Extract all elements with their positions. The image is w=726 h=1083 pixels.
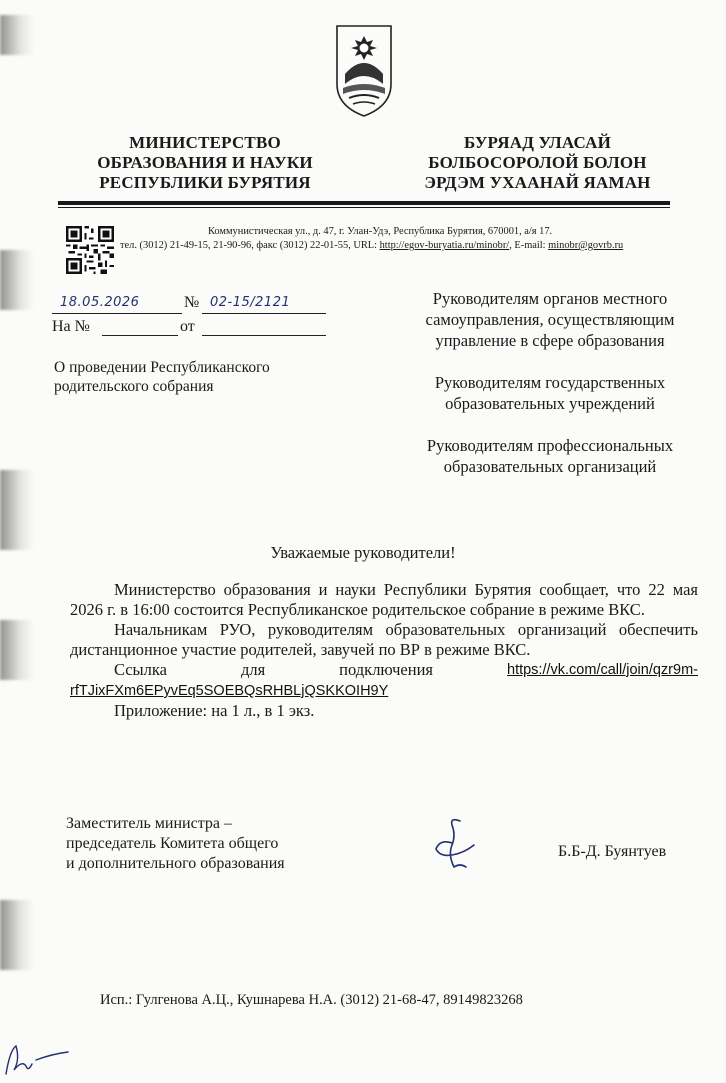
- ministry-name-line: РЕСПУБЛИКИ БУРЯТИЯ: [99, 173, 311, 192]
- header-divider: [58, 201, 670, 205]
- number-label: №: [184, 294, 200, 311]
- addressee: [395, 435, 705, 477]
- addressee: [395, 288, 705, 351]
- letter-subject: [54, 358, 270, 396]
- registration-date: 18.05.2026: [60, 295, 140, 310]
- ministry-name-line: БУРЯАД УЛАСАЙ: [463, 133, 612, 152]
- body-paragraph: Министерство образования и науки Республики Бурятия сообщает, что 22 мая 2026 г. в 16:00 состоится Республиканское родительское собрание в режиме ВКС.: [70, 580, 698, 619]
- phone-fax-text: тел. (3012) 21-49-15, 21-90-96, факс (3012) 22-01-55, URL:: [120, 240, 380, 251]
- reply-to-label: На №: [52, 318, 90, 335]
- signer-title-line: и дополнительного образования: [66, 855, 285, 872]
- scan-shadow: [0, 470, 34, 550]
- qr-code: [66, 226, 114, 274]
- reply-date-underline: [202, 335, 326, 336]
- attachment-note: Приложение: на 1 л., в 1 экз.: [114, 701, 315, 720]
- vks-link-part1[interactable]: https://vk.com/call/join/qzr9m-: [507, 662, 698, 678]
- addressee-line: Руководителям профессиональных: [426, 436, 674, 455]
- addressee-line: образовательных организаций: [443, 457, 657, 476]
- ministry-name-line: ЭРДЭМ УХААНАЙ ЯАМАН: [424, 173, 651, 192]
- link-line: [70, 660, 698, 680]
- ministry-name-line: БОЛБОСОРОЛОЙ БОЛОН: [428, 153, 647, 172]
- link-word: подключения: [339, 660, 433, 679]
- scan-shadow: [0, 15, 34, 55]
- date-underline: [52, 313, 182, 314]
- addressee-line: Руководителям государственных: [434, 373, 666, 392]
- signer-title: [66, 814, 285, 874]
- link-continuation: [70, 680, 698, 701]
- subject-line: родительского собрания: [54, 378, 214, 395]
- subject-line: О проведении Республиканского: [54, 359, 270, 376]
- contact-info: [120, 225, 623, 253]
- body-paragraph: Начальникам РУО, руководителям образовательных организаций обеспечить дистанционное участие родителей, завучей по ВР в режиме ВКС.: [70, 620, 698, 659]
- signer-name: Б.Б-Д. Буянтуев: [558, 843, 667, 860]
- addressees: [395, 288, 705, 498]
- contact-line: [120, 239, 623, 253]
- ministry-name-buryat: [405, 133, 670, 193]
- scan-shadow: [0, 250, 34, 310]
- signer-title-line: Заместитель министра –: [66, 815, 232, 832]
- executor-info: Исп.: Гулгенова А.Ц., Кушнарева Н.А. (3012) 21-68-47, 89149823268: [100, 992, 523, 1008]
- addressee-line: Руководителям органов местного: [432, 289, 668, 308]
- registration-block: [52, 293, 327, 341]
- addressee-line: образовательных учреждений: [445, 394, 655, 413]
- letter-body: [70, 580, 698, 721]
- registration-number: 02-15/2121: [210, 295, 291, 310]
- signer-title-line: председатель Комитета общего: [66, 835, 279, 852]
- scan-shadow: [0, 900, 34, 970]
- handwritten-signature: [430, 815, 480, 870]
- email-label: , E-mail:: [509, 240, 549, 251]
- coat-of-arms-emblem: [333, 22, 395, 118]
- ministry-name-line: МИНИСТЕРСТВО: [129, 133, 281, 152]
- addressee: [395, 372, 705, 414]
- link-word: для: [240, 660, 266, 679]
- link-word: Ссылка: [114, 660, 167, 679]
- addressee-line: управление в сфере образования: [435, 331, 665, 350]
- addressee-line: самоуправления, осуществляющим: [425, 310, 675, 329]
- ministry-name-russian: [60, 133, 350, 193]
- header-divider-thin: [58, 207, 670, 208]
- postal-address: Коммунистическая ул., д. 47, г. Улан-Удэ, Республика Бурятия, 670001, а/я 17.: [208, 226, 553, 237]
- handwritten-initials: [2, 1030, 72, 1078]
- vks-link-part2[interactable]: rfTJixFXm6EPyvEq5SOEBQsRHBLjQSKKOIH9Y: [70, 683, 389, 699]
- reply-number-underline: [102, 335, 178, 336]
- from-label: от: [180, 318, 195, 335]
- number-underline: [202, 313, 326, 314]
- email-link[interactable]: minobr@govrb.ru: [548, 240, 624, 251]
- ministry-name-line: ОБРАЗОВАНИЯ И НАУКИ: [97, 153, 313, 172]
- greeting: Уважаемые руководители!: [270, 543, 456, 562]
- scan-shadow: [0, 620, 34, 680]
- website-link[interactable]: http://egov-buryatia.ru/minobr/: [379, 240, 510, 251]
